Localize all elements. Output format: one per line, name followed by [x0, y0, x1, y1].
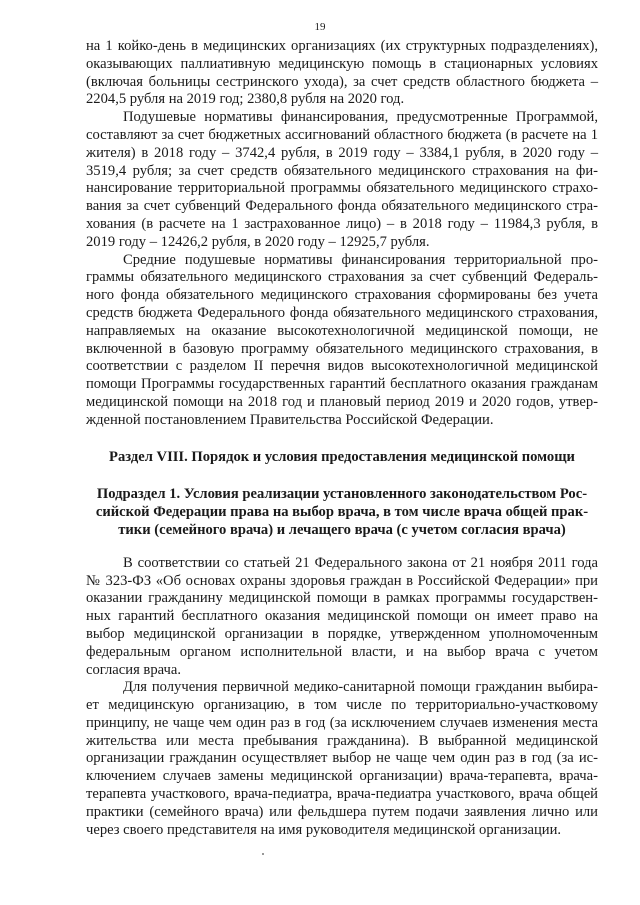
paragraph-right-to-choose: В соответствии со статьей 21 Федерального закона от 21 ноября 2011 года № 323-ФЗ «Об основах охраны здоровья граждан в Российской Федерации» при оказании гражданину медицинской помощи в рамках программы государственных гарантий бесплатного оказания медицинской помощи он имеет право на выбор медицинской организации в порядке, утвержденном уполномоченным федеральным органом исполнительной власти, и на выбор врача с учетом согласия врача.	[86, 554, 598, 678]
subsection-title: Подраздел 1. Условия реализации установленного законодательством Российской Федерации права на выбор врача, в том числе врача общей практики (семейного врача) и лечащего врача (с учетом согласия врача)	[95, 486, 589, 538]
page-number: 19	[314, 21, 326, 33]
scan-speck	[262, 853, 264, 855]
document-body	[86, 38, 598, 839]
section-title: Раздел VIII. Порядок и условия предоставления медицинской помощи	[109, 448, 575, 465]
paragraph-palliative-care-rate: на 1 койко-день в медицинских организациях (их структурных подразделениях), оказывающих паллиативную медицинскую помощь в стационарных условиях (включая больницы сестринского ухода), за счет средств областного бюджета – 2204,5 рубля на 2019 год; 2380,8 рубля на 2020 год.	[86, 38, 598, 108]
paragraph-primary-care-choice: Для получения первичной медико-санитарной помощи гражданин выбирает медицинскую организацию, в том числе по территориально-участковому принципу, не чаще чем один раз в год (за исключением случаев изменения места жительства или места пребывания гражданина). В выбранной медицинской организации гражданин осуществляет выбор не чаще чем один раз в год (за исключением случаев замены медицинской организации) врача-терапевта, врача-терапевта участкового, врача-педиатра, врача-педиатра участкового, врача общей практики (семейного врача) или фельдшера путем подачи заявления лично или через своего представителя на имя руководителя медицинской организации.	[86, 679, 598, 838]
paragraph-average-per-capita-standards: Средние подушевые нормативы финансирования территориальной программы обязательного медицинского страхования за счет субвенций Федерального фонда обязательного медицинского страхования сформированы без учета средств бюджета Федерального фонда обязательного медицинского страхования, направляемых на оказание высокотехнологичной медицинской помощи, не включенной в базовую программу обязательного медицинского страхования, в соответствии с разделом II перечня видов высокотехнологичной медицинской помощи Программы государственных гарантий бесплатного оказания гражданам медицинской помощи на 2018 год и плановый период 2019 и 2020 годов, утвержденной постановлением Правительства Российской Федерации.	[86, 251, 598, 428]
paragraph-per-capita-standards: Подушевые нормативы финансирования, предусмотренные Программой, составляют за счет бюджетных ассигнований областного бюджета (в расчете на 1 жителя) в 2018 году – 3742,4 рубля, в 2019 году – 3384,1 рубля, в 2020 году – 3519,4 рубля; за счет средств обязательного медицинского страхования на финансирование территориальной программы обязательного медицинского страхования за счет субвенций Федерального фонда обязательного медицинского страхования (в расчете на 1 застрахованное лицо) – в 2018 году – 11984,3 рубля, в 2019 году – 12426,2 рубля, в 2020 году – 12925,7 рубля.	[86, 109, 598, 250]
